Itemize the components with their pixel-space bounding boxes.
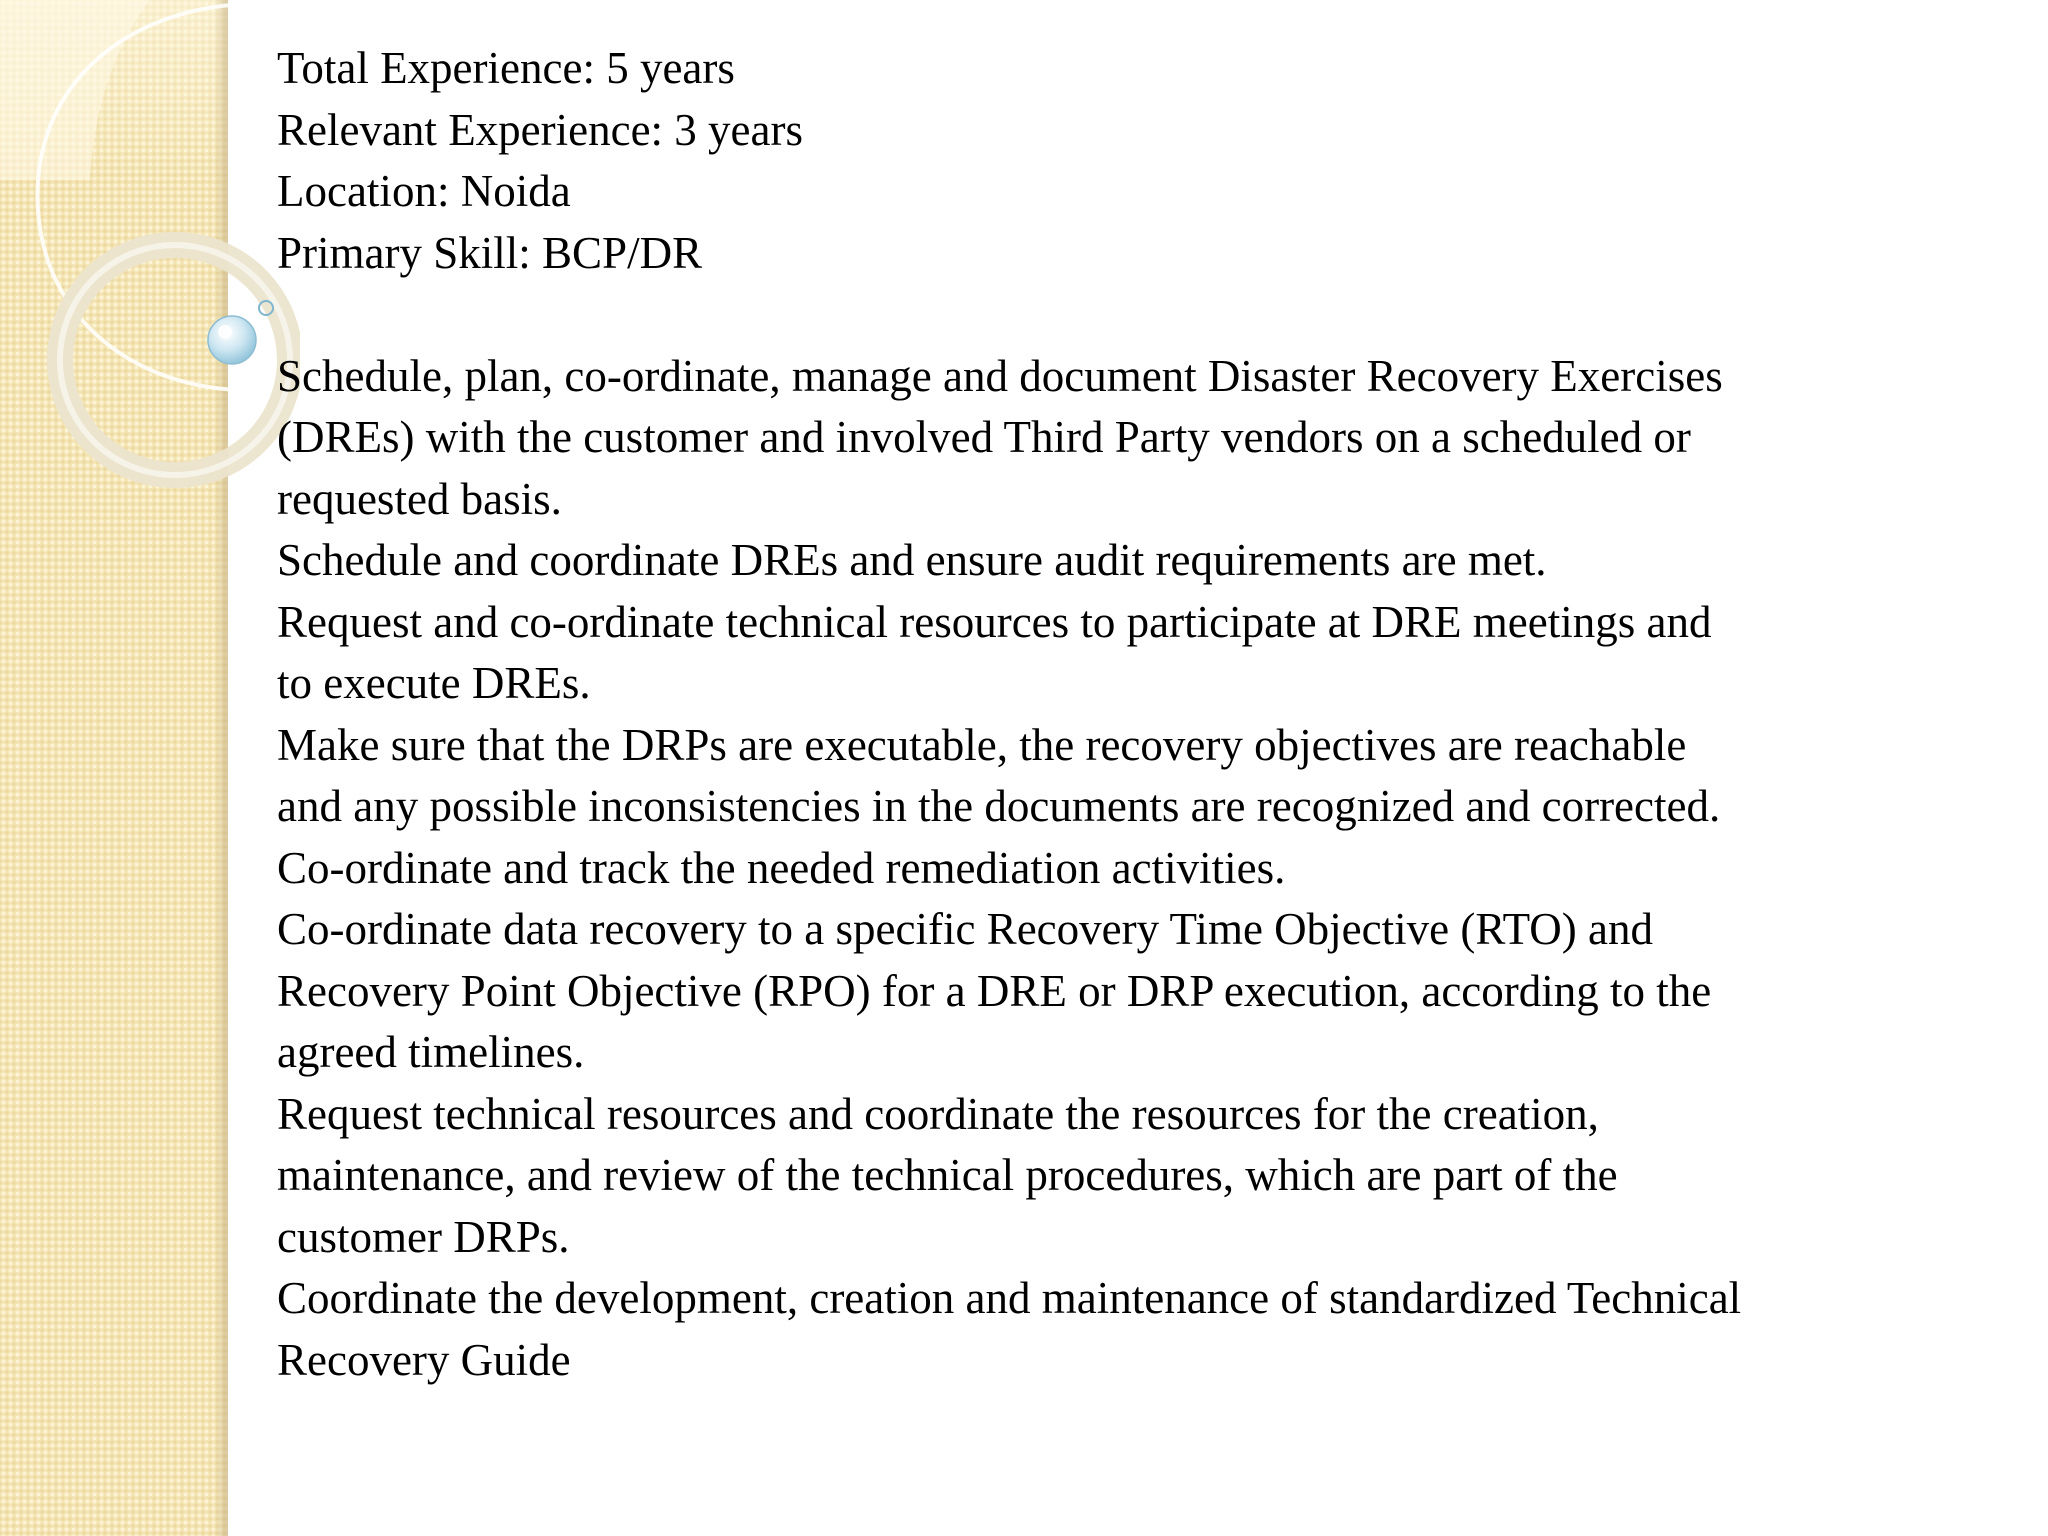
location-line: Location: Noida [277,166,571,216]
relevant-experience-line: Relevant Experience: 3 years [277,104,804,155]
body-line: (DREs) with the customer and involved Third Party vendors on a scheduled or [277,412,1691,462]
body-line: agreed timelines. [277,1027,585,1077]
body-line: customer DRPs. [277,1211,570,1262]
body-line: to execute DREs. [277,658,591,708]
body-line: Co-ordinate and track the needed remediation activities. [277,842,1286,893]
body-line: Recovery Guide [277,1334,571,1385]
total-experience-line: Total Experience: 5 years [277,43,735,93]
decorative-side-band [0,0,228,1536]
body-line: Request and co-ordinate technical resources to participate at DRE meetings and [277,596,1712,647]
body-line: and any possible inconsistencies in the documents are recognized and corrected. [277,781,1721,831]
body-line: Make sure that the DRPs are executable, the recovery objectives are reachable [277,719,1687,770]
body-line: requested basis. [277,473,562,524]
body-line: Request technical resources and coordinate the resources for the creation, [277,1088,1599,1139]
body-line: Coordinate the development, creation and maintenance of standardized Technical [277,1273,1742,1323]
body-line: Recovery Point Objective (RPO) for a DRE or DRP execution, according to the [277,965,1712,1016]
slide-content [277,38,1977,1391]
side-band-sheen [0,0,228,180]
side-band-shadow [214,0,228,1536]
primary-skill-line: Primary Skill: BCP/DR [277,227,703,278]
paragraph-gap [277,284,1977,346]
decorative-tiny-ring [259,301,273,315]
body-line: maintenance, and review of the technical procedures, which are part of the [277,1150,1618,1200]
body-line: Schedule, plan, co-ordinate, manage and document Disaster Recovery Exercises [277,350,1723,401]
body-line: Schedule and coordinate DREs and ensure audit requirements are met. [277,535,1547,585]
body-line: Co-ordinate data recovery to a specific Recovery Time Objective (RTO) and [277,904,1654,954]
